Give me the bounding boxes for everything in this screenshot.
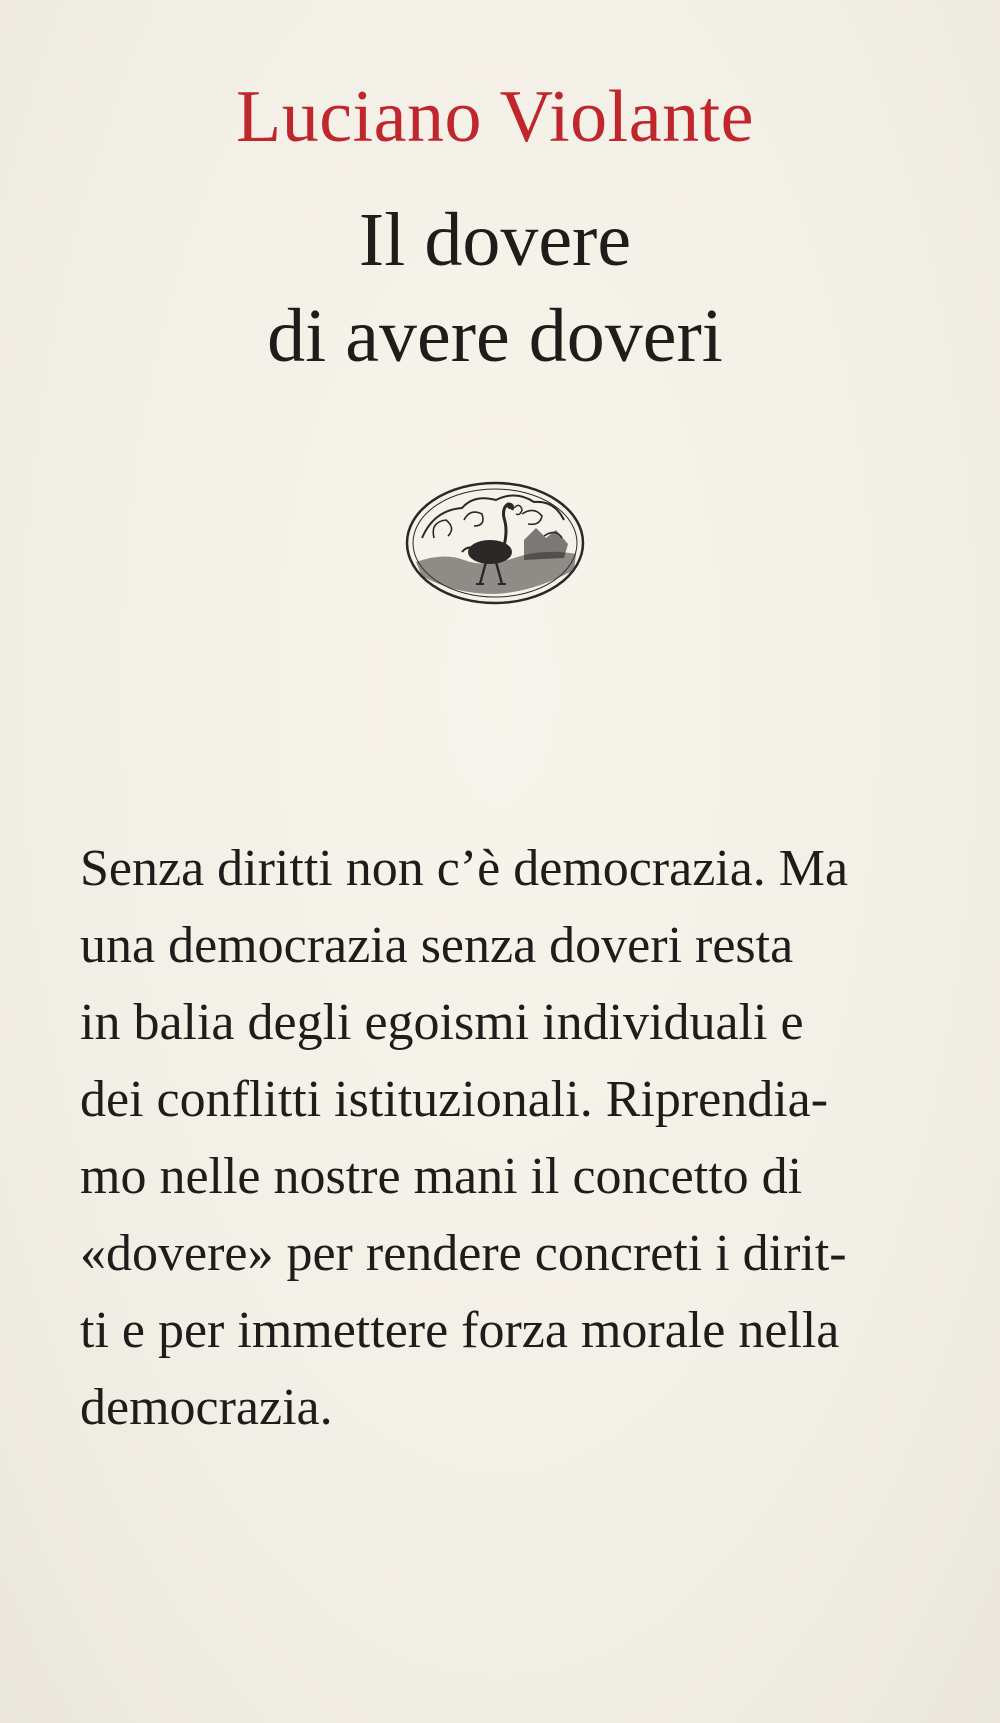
title-line-2: di avere doveri [267,294,723,378]
author-name: Luciano Violante [236,76,754,158]
blurb-line-7: ti e per immettere forza morale nella [80,1302,840,1359]
blurb-line-2: una democrazia senza doveri resta [80,917,794,974]
ostrich-emblem-icon [404,480,586,606]
blurb-line-4: dei conflitti istituzionali. Riprendia- [80,1071,829,1128]
blurb-line-6: «dovere» per rendere concreti i dirit- [80,1225,847,1282]
title-line-1: Il dovere [358,198,632,282]
back-cover-blurb [80,830,920,1446]
blurb-line-5: mo nelle nostre mani il concetto di [80,1148,803,1205]
blurb-line-3: in balia degli egoismi individuali e [80,994,804,1051]
blurb-line-1: Senza diritti non c’è democrazia. Ma [80,840,849,897]
book-title [0,192,1000,384]
blurb-line-8: democrazia. [80,1379,333,1436]
